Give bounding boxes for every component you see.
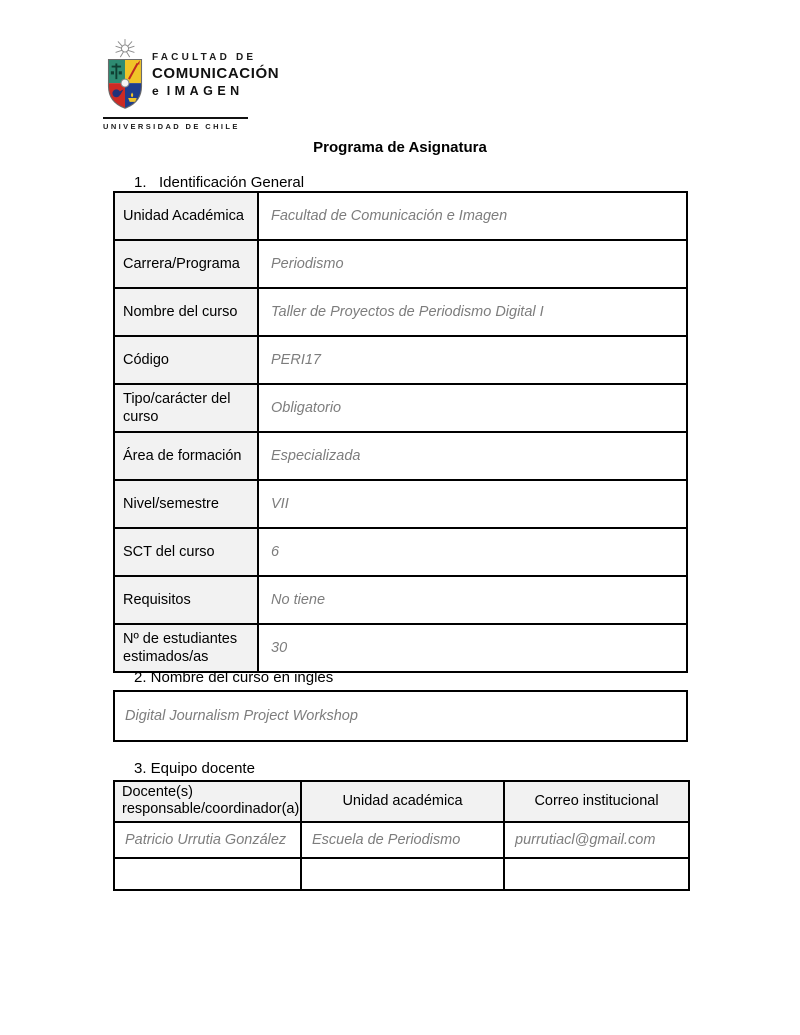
equipo-row-empty (114, 858, 689, 890)
university-crest-icon (103, 38, 147, 114)
field-value: Obligatorio (258, 384, 687, 432)
field-value: Especializada (258, 432, 687, 480)
field-value: No tiene (258, 576, 687, 624)
row-codigo (114, 336, 687, 384)
docente-name: Patricio Urrutia González (114, 822, 301, 858)
field-label: Nº de estudiantes estimados/as (114, 624, 258, 672)
equipo-row (114, 822, 689, 858)
field-label: SCT del curso (114, 528, 258, 576)
column-header-unidad: Unidad académica (301, 781, 504, 822)
docente-unidad: Escuela de Periodismo (301, 822, 504, 858)
row-nivel-semestre (114, 480, 687, 528)
docente-correo: purrutiacl@gmail.com (504, 822, 689, 858)
field-value: VII (258, 480, 687, 528)
field-value: Taller de Proyectos de Periodismo Digital I (258, 288, 687, 336)
field-value: Facultad de Comunicación e Imagen (258, 192, 687, 240)
row-estudiantes-estimados (114, 624, 687, 672)
identificacion-table (113, 191, 688, 673)
faculty-name-line1: FACULTAD DE (152, 52, 257, 63)
equipo-docente-table (113, 780, 690, 891)
row-requisitos (114, 576, 687, 624)
field-value: 6 (258, 528, 687, 576)
university-name: UNIVERSIDAD DE CHILE (103, 122, 240, 131)
field-label: Nombre del curso (114, 288, 258, 336)
row-tipo-caracter (114, 384, 687, 432)
row-sct-curso (114, 528, 687, 576)
field-label: Código (114, 336, 258, 384)
docente-name (114, 858, 301, 890)
equipo-header-row (114, 781, 689, 822)
column-header-correo: Correo institucional (504, 781, 689, 822)
field-label: Nivel/semestre (114, 480, 258, 528)
field-value: 30 (258, 624, 687, 672)
field-label: Área de formación (114, 432, 258, 480)
faculty-name-line2: COMUNICACIÓN (152, 65, 280, 82)
section-heading-nombre-ingles: 2. Nombre del curso en inglés (134, 669, 334, 686)
field-label: Requisitos (114, 576, 258, 624)
faculty-logo (103, 38, 280, 131)
field-value: PERI17 (258, 336, 687, 384)
faculty-name-line3: IMAGEN (166, 84, 244, 98)
english-name-box (113, 690, 688, 742)
field-value: Periodismo (258, 240, 687, 288)
column-header-docente: Docente(s) responsable/coordinador(a) (114, 781, 301, 822)
docente-unidad (301, 858, 504, 890)
logo-divider (103, 117, 248, 119)
field-label: Carrera/Programa (114, 240, 258, 288)
english-name-value: Digital Journalism Project Workshop (125, 708, 358, 724)
faculty-name-e: e (152, 84, 159, 98)
section-heading-equipo-docente: 3. Equipo docente (134, 760, 255, 777)
section-heading-identificacion: 1. Identificación General (134, 174, 305, 191)
faculty-logo-text (152, 52, 279, 98)
docente-correo (504, 858, 689, 890)
row-unidad-academica (114, 192, 687, 240)
row-nombre-del-curso (114, 288, 687, 336)
row-carrera-programa (114, 240, 687, 288)
field-label: Tipo/carácter del curso (114, 384, 258, 432)
starburst-icon (116, 39, 135, 57)
field-label: Unidad Académica (114, 192, 258, 240)
page-title: Programa de Asignatura (313, 139, 487, 156)
row-area-formacion (114, 432, 687, 480)
